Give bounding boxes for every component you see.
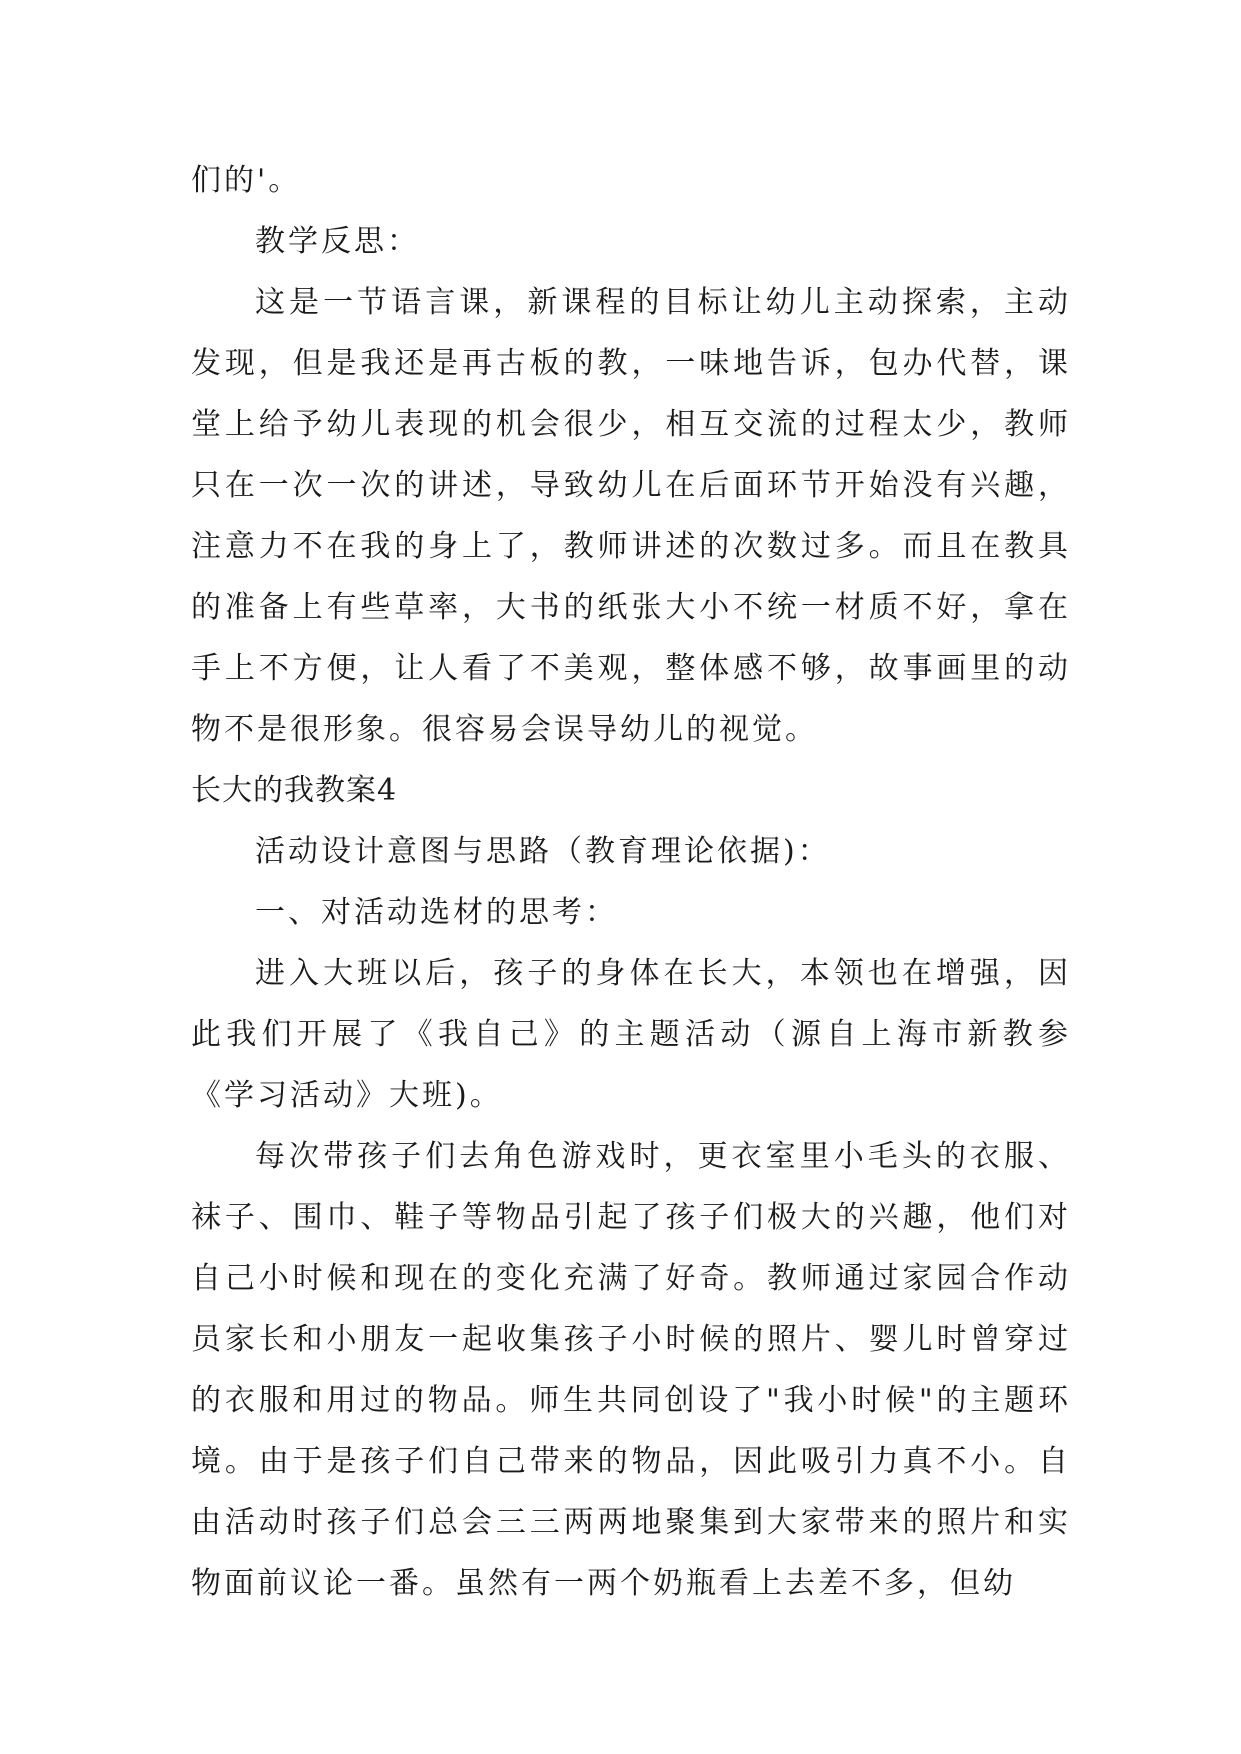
section-label-design-intent: 活动设计意图与思路（教育理论依据)：	[255, 834, 831, 869]
section-label-reflection: 教学反思：	[255, 224, 420, 259]
paragraph-theme-activity: 进入大班以后，孩子的身体在长大，本领也在增强，因此我们开展了《我自己》的主题活动（源自上海市新教参《学习活动》大班)。	[191, 956, 1071, 1113]
section-label-material-selection: 一、对活动选材的思考：	[255, 895, 618, 930]
paragraph-continuation: 们的'。	[191, 163, 302, 198]
paragraph-reflection: 这是一节语言课，新课程的目标让幼儿主动探索，主动发现，但是我还是再古板的教，一味地告诉，包办代替，课堂上给予幼儿表现的机会很少，相互交流的过程太少，教师只在一次一次的讲述，导致幼儿在后面环节开始没有兴趣，注意力不在我的身上了，教师讲述的次数过多。而且在教具的准备上有些草率，大书的纸张大小不统一材质不好，拿在手上不方便，让人看了不美观，整体感不够，故事画里的动物不是很形象。很容易会误导幼儿的视觉。	[191, 285, 1071, 747]
document-body	[191, 150, 1071, 1614]
paragraph-role-play: 每次带孩子们去角色游戏时，更衣室里小毛头的衣服、袜子、围巾、鞋子等物品引起了孩子们极大的兴趣，他们对自己小时候和现在的变化充满了好奇。教师通过家园合作动员家长和小朋友一起收集孩子小时候的照片、婴儿时曾穿过的衣服和用过的物品。师生共同创设了"我小时候"的主题环境。由于是孩子们自己带来的物品，因此吸引力真不小。自由活动时孩子们总会三三两两地聚集到大家带来的照片和实物面前议论一番。虽然有一两个奶瓶看上去差不多，但幼	[191, 1139, 1071, 1601]
lesson-plan-heading: 长大的我教案4	[191, 773, 398, 808]
